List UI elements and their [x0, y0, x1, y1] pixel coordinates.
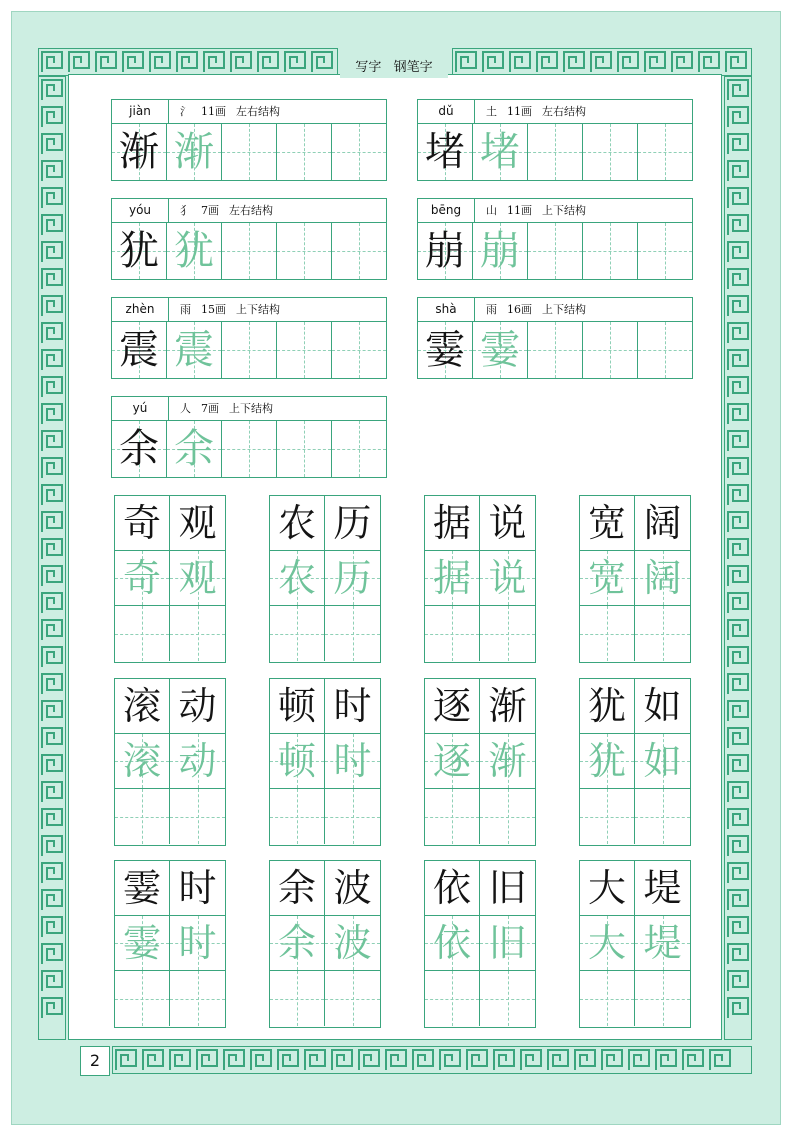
practice-cell[interactable] [167, 223, 222, 279]
practice-cell[interactable] [112, 124, 167, 180]
trace-char: 波 [333, 921, 372, 965]
practice-cell[interactable] [222, 421, 277, 477]
pinyin: jiàn [112, 100, 169, 123]
practice-cell[interactable] [170, 496, 225, 551]
practice-cell[interactable] [167, 124, 222, 180]
model-char: 滚 [122, 684, 161, 728]
word-card [579, 678, 691, 846]
stroke-count: 11画 [201, 105, 226, 118]
practice-cells [112, 322, 386, 378]
practice-cell[interactable] [635, 789, 690, 844]
trace-char: 余 [174, 426, 214, 472]
trace-char: 历 [333, 556, 372, 600]
practice-cell[interactable] [583, 124, 638, 180]
practice-cell[interactable] [635, 916, 690, 971]
trace-char: 大 [587, 921, 626, 965]
char-card-header [418, 100, 692, 124]
trace-char: 滚 [122, 739, 161, 783]
radical: 雨 [486, 303, 497, 316]
practice-cell[interactable] [115, 496, 170, 551]
practice-cell[interactable] [170, 606, 225, 661]
char-card-header [418, 199, 692, 223]
practice-cell[interactable] [270, 861, 325, 916]
practice-cell[interactable] [325, 551, 380, 606]
practice-cell[interactable] [270, 789, 325, 844]
trace-char: 如 [643, 739, 682, 783]
practice-cell[interactable] [112, 322, 167, 378]
char-card-header [112, 298, 386, 322]
radical: 山 [486, 204, 497, 217]
practice-cell[interactable] [112, 223, 167, 279]
trace-char: 农 [277, 556, 316, 600]
stroke-count: 16画 [507, 303, 532, 316]
practice-cell[interactable] [583, 322, 638, 378]
structure: 上下结构 [229, 402, 273, 415]
practice-cell[interactable] [635, 679, 690, 734]
model-char: 时 [178, 866, 217, 910]
practice-cell[interactable] [635, 496, 690, 551]
practice-cell[interactable] [325, 496, 380, 551]
char-card-header [112, 199, 386, 223]
model-char: 余 [119, 426, 159, 472]
practice-cell[interactable] [170, 861, 225, 916]
radical: 人 [180, 402, 191, 415]
practice-cell[interactable] [277, 421, 332, 477]
practice-cell[interactable] [332, 322, 386, 378]
structure: 上下结构 [542, 204, 586, 217]
word-card [424, 860, 536, 1028]
practice-cell[interactable] [580, 861, 635, 916]
practice-cells [418, 223, 692, 279]
practice-cell[interactable] [638, 124, 692, 180]
pinyin: yóu [112, 199, 169, 222]
practice-cell[interactable] [270, 606, 325, 661]
practice-cell[interactable] [638, 322, 692, 378]
practice-cell[interactable] [115, 916, 170, 971]
practice-cell[interactable] [418, 322, 473, 378]
structure: 上下结构 [236, 303, 280, 316]
practice-cell[interactable] [418, 223, 473, 279]
structure: 左右结构 [236, 105, 280, 118]
practice-cell[interactable] [480, 916, 535, 971]
practice-cell[interactable] [635, 971, 690, 1026]
practice-cell[interactable] [425, 734, 480, 789]
section-title: 写字 [355, 60, 382, 75]
trace-char: 崩 [480, 228, 520, 274]
word-card [579, 495, 691, 663]
char-info [180, 298, 290, 321]
trace-char: 阔 [643, 556, 682, 600]
char-info [486, 199, 596, 222]
stroke-count: 11画 [507, 204, 532, 217]
model-char: 崩 [425, 228, 465, 274]
char-info [486, 298, 596, 321]
trace-char: 逐 [432, 739, 471, 783]
stroke-count: 11画 [507, 105, 532, 118]
char-card [111, 99, 387, 181]
border-top-left [38, 48, 338, 76]
practice-cell[interactable] [480, 789, 535, 844]
practice-cells [112, 124, 386, 180]
trace-char: 犹 [587, 739, 626, 783]
model-char: 霎 [425, 327, 465, 373]
structure: 左右结构 [229, 204, 273, 217]
practice-cell[interactable] [270, 971, 325, 1026]
border-left [38, 76, 66, 1040]
practice-cell[interactable] [473, 223, 528, 279]
word-card [269, 678, 381, 846]
practice-cells [418, 124, 692, 180]
model-char: 时 [333, 684, 372, 728]
model-char: 观 [178, 501, 217, 545]
practice-cell[interactable] [425, 606, 480, 661]
pinyin: zhèn [112, 298, 169, 321]
practice-cell[interactable] [638, 223, 692, 279]
practice-cell[interactable] [528, 322, 583, 378]
page-header [340, 58, 448, 78]
structure: 上下结构 [542, 303, 586, 316]
practice-cell[interactable] [325, 679, 380, 734]
model-char: 大 [587, 866, 626, 910]
practice-cell[interactable] [115, 971, 170, 1026]
practice-cell[interactable] [270, 496, 325, 551]
practice-cell[interactable] [115, 861, 170, 916]
practice-cell[interactable] [480, 551, 535, 606]
border-bottom [112, 1046, 752, 1074]
model-char: 顿 [277, 684, 316, 728]
practice-cell[interactable] [425, 496, 480, 551]
practice-cell[interactable] [580, 734, 635, 789]
trace-char: 震 [174, 327, 214, 373]
word-card [424, 678, 536, 846]
practice-cell[interactable] [528, 124, 583, 180]
practice-cell[interactable] [170, 734, 225, 789]
word-card [114, 678, 226, 846]
practice-cell[interactable] [115, 679, 170, 734]
page-number: 2 [80, 1046, 110, 1076]
practice-cell[interactable] [473, 322, 528, 378]
model-char: 堵 [425, 129, 465, 175]
practice-cell[interactable] [115, 734, 170, 789]
border-top-right [452, 48, 752, 76]
practice-cell[interactable] [270, 551, 325, 606]
practice-cell[interactable] [580, 551, 635, 606]
practice-cell[interactable] [635, 551, 690, 606]
model-char: 据 [432, 501, 471, 545]
pinyin: yú [112, 397, 169, 420]
trace-char: 余 [277, 921, 316, 965]
stroke-count: 7画 [201, 204, 219, 217]
model-char: 奇 [122, 501, 161, 545]
practice-cell[interactable] [325, 789, 380, 844]
practice-cell[interactable] [425, 679, 480, 734]
word-card [114, 495, 226, 663]
practice-cell[interactable] [167, 421, 222, 477]
trace-char: 奇 [122, 556, 161, 600]
practice-cell[interactable] [425, 916, 480, 971]
word-card [579, 860, 691, 1028]
practice-cell[interactable] [580, 606, 635, 661]
practice-cell[interactable] [418, 124, 473, 180]
practice-cell[interactable] [115, 789, 170, 844]
word-card [269, 860, 381, 1028]
trace-char: 犹 [174, 228, 214, 274]
practice-cell[interactable] [170, 971, 225, 1026]
practice-cell[interactable] [635, 606, 690, 661]
practice-cell[interactable] [170, 789, 225, 844]
practice-cell[interactable] [115, 606, 170, 661]
trace-char: 旧 [488, 921, 527, 965]
char-card-header [112, 397, 386, 421]
char-info [486, 100, 596, 123]
trace-char: 顿 [277, 739, 316, 783]
practice-cell[interactable] [580, 916, 635, 971]
practice-cell[interactable] [222, 322, 277, 378]
pinyin: shà [418, 298, 475, 321]
char-card [417, 198, 693, 280]
section-subtitle: 钢笔字 [393, 60, 433, 75]
practice-cell[interactable] [425, 551, 480, 606]
trace-char: 霎 [122, 921, 161, 965]
model-char: 说 [488, 501, 527, 545]
trace-char: 渐 [488, 739, 527, 783]
radical: 犭 [180, 204, 191, 217]
model-char: 渐 [488, 684, 527, 728]
practice-cell[interactable] [580, 496, 635, 551]
practice-cell[interactable] [170, 916, 225, 971]
practice-cell[interactable] [480, 861, 535, 916]
practice-cell[interactable] [325, 606, 380, 661]
trace-char: 霎 [480, 327, 520, 373]
practice-cell[interactable] [277, 223, 332, 279]
trace-char: 堤 [643, 921, 682, 965]
word-card [114, 860, 226, 1028]
pinyin: bēng [418, 199, 475, 222]
practice-cell[interactable] [473, 124, 528, 180]
practice-cell[interactable] [270, 916, 325, 971]
char-card [417, 297, 693, 379]
model-char: 余 [277, 866, 316, 910]
border-right [724, 76, 752, 1040]
practice-cell[interactable] [480, 679, 535, 734]
radical: 土 [486, 105, 497, 118]
practice-cell[interactable] [222, 124, 277, 180]
practice-cell[interactable] [277, 322, 332, 378]
practice-cell[interactable] [167, 322, 222, 378]
model-char: 依 [432, 866, 471, 910]
practice-cell[interactable] [332, 124, 386, 180]
practice-cell[interactable] [270, 734, 325, 789]
practice-cell[interactable] [222, 223, 277, 279]
word-card [269, 495, 381, 663]
char-info [180, 199, 283, 222]
char-card [111, 297, 387, 379]
model-char: 逐 [432, 684, 471, 728]
trace-char: 时 [178, 921, 217, 965]
trace-char: 渐 [174, 129, 214, 175]
practice-cell[interactable] [480, 606, 535, 661]
stroke-count: 15画 [201, 303, 226, 316]
radical: 雨 [180, 303, 191, 316]
model-char: 如 [643, 684, 682, 728]
word-card [424, 495, 536, 663]
practice-cell[interactable] [115, 551, 170, 606]
practice-cell[interactable] [170, 551, 225, 606]
practice-cell[interactable] [325, 734, 380, 789]
pinyin: dǔ [418, 100, 475, 123]
trace-char: 依 [432, 921, 471, 965]
practice-cell[interactable] [480, 971, 535, 1026]
char-card [111, 396, 387, 478]
practice-cell[interactable] [580, 971, 635, 1026]
char-info [180, 397, 283, 420]
practice-cells [112, 223, 386, 279]
practice-cell[interactable] [332, 421, 386, 477]
practice-cell[interactable] [425, 861, 480, 916]
model-char: 犹 [119, 228, 159, 274]
practice-cells [418, 322, 692, 378]
char-card [111, 198, 387, 280]
practice-cell[interactable] [325, 916, 380, 971]
trace-char: 据 [432, 556, 471, 600]
trace-char: 观 [178, 556, 217, 600]
practice-cell[interactable] [480, 734, 535, 789]
practice-cell[interactable] [112, 421, 167, 477]
practice-cell[interactable] [270, 679, 325, 734]
trace-char: 说 [488, 556, 527, 600]
model-char: 动 [178, 684, 217, 728]
model-char: 旧 [488, 866, 527, 910]
model-char: 波 [333, 866, 372, 910]
practice-cell[interactable] [580, 679, 635, 734]
model-char: 霎 [122, 866, 161, 910]
trace-char: 宽 [587, 556, 626, 600]
model-char: 渐 [119, 129, 159, 175]
model-char: 堤 [643, 866, 682, 910]
trace-char: 堵 [480, 129, 520, 175]
radical: 氵 [180, 105, 191, 118]
practice-cell[interactable] [277, 124, 332, 180]
char-card-header [112, 100, 386, 124]
model-char: 阔 [643, 501, 682, 545]
model-char: 犹 [587, 684, 626, 728]
model-char: 农 [277, 501, 316, 545]
practice-cell[interactable] [332, 223, 386, 279]
trace-char: 时 [333, 739, 372, 783]
char-info [180, 100, 290, 123]
practice-cell[interactable] [580, 789, 635, 844]
char-card-header [418, 298, 692, 322]
model-char: 宽 [587, 501, 626, 545]
practice-cell[interactable] [325, 861, 380, 916]
practice-cell[interactable] [425, 971, 480, 1026]
char-card [417, 99, 693, 181]
practice-cell[interactable] [528, 223, 583, 279]
practice-cells [112, 421, 386, 477]
practice-cell[interactable] [170, 679, 225, 734]
model-char: 历 [333, 501, 372, 545]
model-char: 震 [119, 327, 159, 373]
practice-cell[interactable] [425, 789, 480, 844]
practice-cell[interactable] [635, 734, 690, 789]
trace-char: 动 [178, 739, 217, 783]
practice-cell[interactable] [325, 971, 380, 1026]
stroke-count: 7画 [201, 402, 219, 415]
practice-cell[interactable] [583, 223, 638, 279]
practice-cell[interactable] [635, 861, 690, 916]
structure: 左右结构 [542, 105, 586, 118]
practice-cell[interactable] [480, 496, 535, 551]
